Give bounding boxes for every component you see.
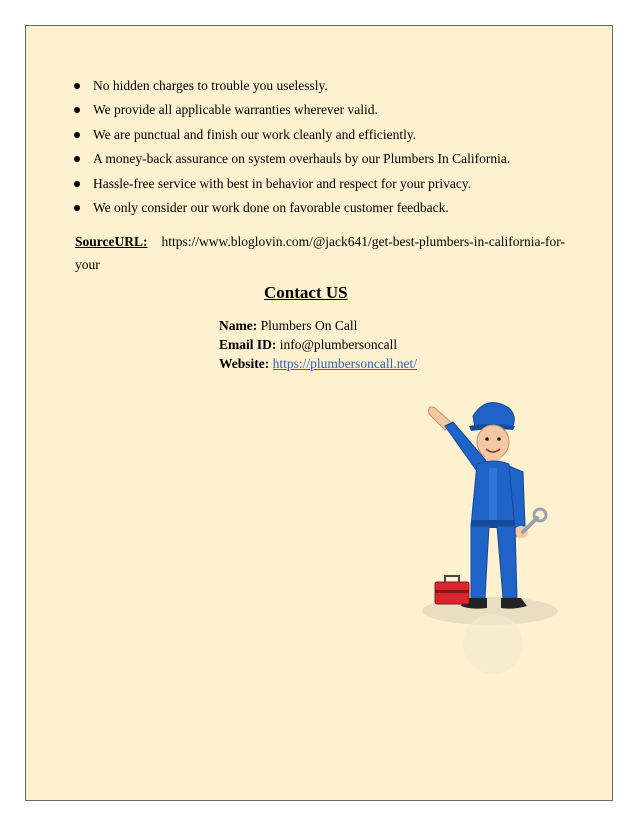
list-item: A money-back assurance on system overhauls by our Plumbers In California. (72, 147, 510, 171)
contact-website-row (219, 354, 417, 373)
list-item: We provide all applicable warranties wherever valid. (72, 98, 510, 122)
source-url-label: SourceURL: (75, 234, 148, 249)
contact-title: Contact US (264, 283, 348, 302)
bullet-icon (74, 181, 80, 187)
plumber-icon (405, 386, 575, 676)
list-item: We are punctual and finish our work cleanly and efficiently. (72, 123, 510, 147)
list-item: No hidden charges to trouble you uselessly. (72, 74, 510, 98)
bullet-icon (74, 132, 80, 138)
plumber-illustration (405, 386, 575, 681)
source-url (75, 230, 581, 276)
source-url-text[interactable]: https://www.bloglovin.com/@jack641/get-best-plumbers-in-california-for- (161, 234, 565, 249)
list-item: We only consider our work done on favorable customer feedback. (72, 196, 510, 220)
name-label: Name: (219, 318, 258, 333)
list-item: Hassle-free service with best in behavior and respect for your privacy. (72, 172, 510, 196)
benefits-list (72, 74, 510, 220)
source-url-text-cont[interactable]: your (75, 257, 100, 272)
contact-email-row (219, 335, 417, 354)
website-link[interactable]: https://plumbersoncall.net/ (272, 356, 417, 371)
bullet-icon (74, 205, 80, 211)
website-label: Website: (219, 356, 270, 371)
bullet-icon (74, 107, 80, 113)
email-label: Email ID: (219, 337, 277, 352)
bullet-icon (74, 156, 80, 162)
bullet-icon (74, 83, 80, 89)
email-value: info@plumbersoncall (279, 337, 398, 352)
contact-details (219, 316, 417, 373)
name-value: Plumbers On Call (260, 318, 358, 333)
contact-name-row (219, 316, 417, 335)
